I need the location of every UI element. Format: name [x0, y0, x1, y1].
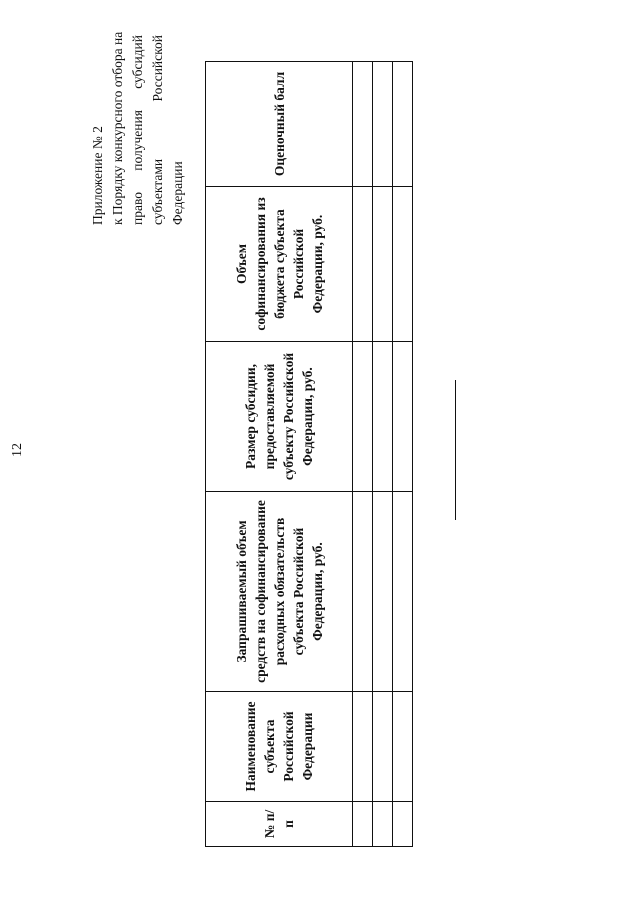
table-cell: [353, 187, 373, 342]
table-cell: [353, 342, 373, 492]
competition-table: [205, 61, 413, 847]
table-cell: [373, 492, 393, 692]
appendix-heading: [88, 31, 188, 225]
table-cell: [393, 62, 413, 187]
header-requested-amount: Запрашиваемый объем средств на софинансирование расходных обязательств субъекта Российской Федерации, руб.: [206, 492, 353, 692]
appendix-line-1: Приложение № 2: [90, 126, 105, 225]
table-row: [373, 62, 393, 847]
table-cell: [393, 802, 413, 847]
header-subject-name: Наименование субъекта Российской Федерации: [206, 692, 353, 802]
table-cell: [373, 187, 393, 342]
table-row: [393, 62, 413, 847]
appendix-line-3-text: право получения субсидий: [130, 35, 145, 225]
table-cell: [373, 342, 393, 492]
appendix-line-3: [128, 35, 148, 225]
appendix-line-4: [148, 35, 168, 225]
table-cell: [373, 692, 393, 802]
table-cell: [393, 342, 413, 492]
header-cofinancing-amount: Объем софинансирования из бюджета субъекта Российской Федерации, руб.: [206, 187, 353, 342]
page-number: 12: [10, 443, 25, 457]
table-cell: [373, 802, 393, 847]
table-cell: [393, 187, 413, 342]
table-row: [353, 62, 373, 847]
appendix-line-5: Федерации: [170, 161, 185, 225]
appendix-line-2: к Порядку конкурсного отбора на: [110, 31, 125, 225]
closing-rule: [455, 380, 456, 520]
table-header-row: [206, 62, 353, 847]
table-cell: [353, 802, 373, 847]
header-subsidy-amount: Размер субсидии, предоставляемой субъекту Российской Федерации, руб.: [206, 342, 353, 492]
table-cell: [353, 62, 373, 187]
header-score: Оценочный балл: [206, 62, 353, 187]
table-cell: [353, 492, 373, 692]
table-cell: [373, 62, 393, 187]
table-cell: [393, 692, 413, 802]
table-cell: [353, 692, 373, 802]
header-number: № п/п: [206, 802, 353, 847]
appendix-line-4-text: субъектами Российской: [150, 35, 165, 225]
table-cell: [393, 492, 413, 692]
